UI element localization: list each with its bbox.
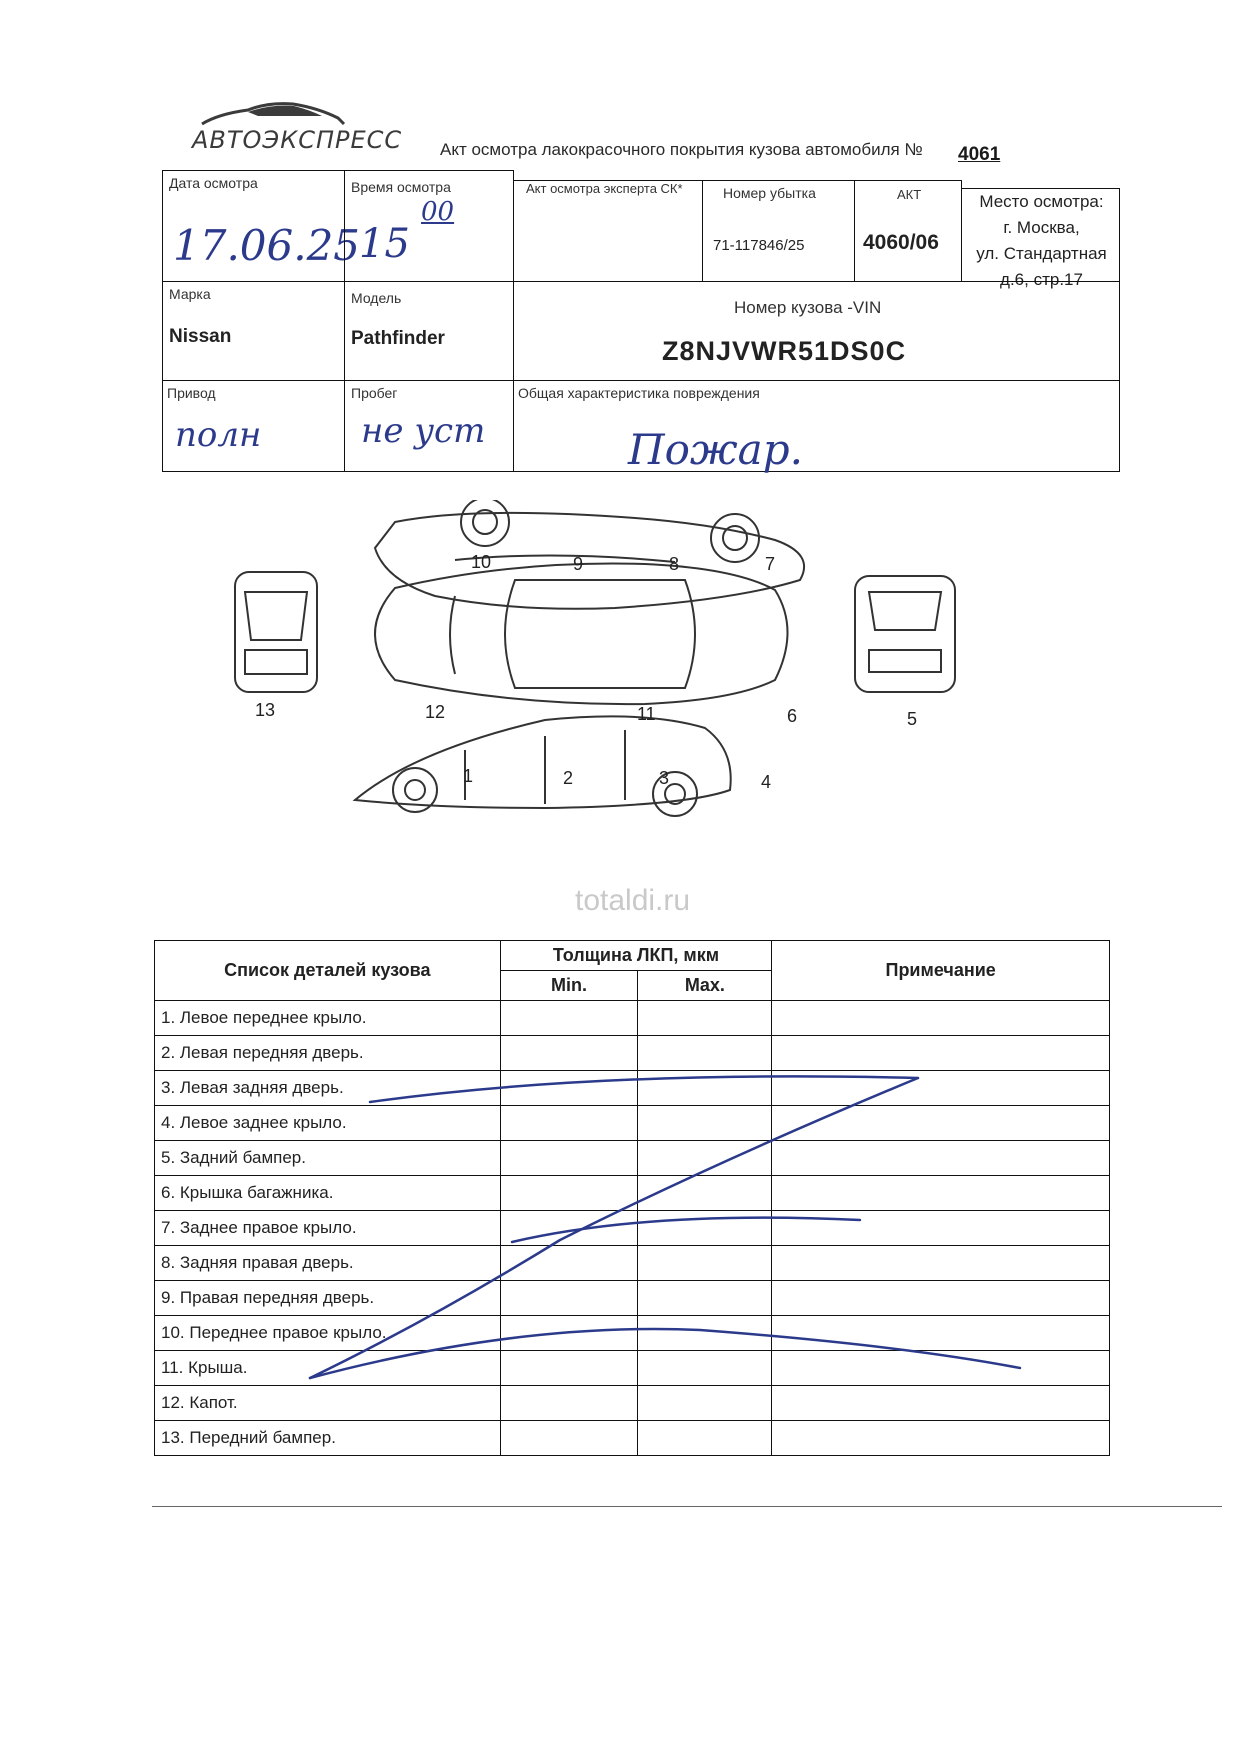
act-cell — [854, 180, 962, 282]
part-number-7: 7 — [765, 554, 776, 574]
table-row — [155, 1386, 1110, 1421]
expert-cell — [513, 180, 703, 282]
part-number-13: 13 — [255, 700, 276, 720]
min-cell[interactable] — [500, 1386, 638, 1421]
note-cell[interactable] — [772, 1141, 1110, 1176]
part-number-10: 10 — [471, 552, 492, 572]
brand-cell — [162, 281, 345, 381]
document-title: Акт осмотра лакокрасочного покрытия кузова автомобиля № — [440, 140, 923, 159]
table-row — [155, 1141, 1110, 1176]
act-value: 4060/06 — [863, 231, 939, 254]
table-row — [155, 1036, 1110, 1071]
min-cell[interactable] — [500, 1071, 638, 1106]
col-max-header: Max. — [638, 971, 772, 1001]
max-cell[interactable] — [638, 1421, 772, 1456]
part-name: 10. Переднее правое крыло. — [155, 1316, 501, 1351]
place-line: Место осмотра: — [979, 192, 1104, 211]
model-value: Pathfinder — [351, 328, 445, 349]
part-number-12: 12 — [425, 702, 446, 722]
mileage-cell — [344, 380, 514, 472]
place-line: г. Москва, — [1003, 218, 1080, 237]
min-cell[interactable] — [500, 1421, 638, 1456]
col-thickness-header: Толщина ЛКП, мкм — [500, 941, 772, 971]
max-cell[interactable] — [638, 1001, 772, 1036]
part-number-1: 1 — [463, 766, 474, 786]
part-name: 9. Правая передняя дверь. — [155, 1281, 501, 1316]
top-view — [375, 564, 788, 705]
note-cell[interactable] — [772, 1106, 1110, 1141]
place-line: д.6, стр.17 — [1000, 270, 1083, 289]
max-cell[interactable] — [638, 1386, 772, 1421]
damage-value: Пожар. — [628, 425, 803, 474]
max-cell[interactable] — [638, 1351, 772, 1386]
min-cell[interactable] — [500, 1316, 638, 1351]
part-number-4: 4 — [761, 772, 772, 792]
loss-label: Номер убытка — [723, 185, 816, 201]
part-number-9: 9 — [573, 554, 584, 574]
note-cell[interactable] — [772, 1246, 1110, 1281]
place-line: ул. Стандартная — [976, 244, 1107, 263]
logo-text: АВТОЭКСПРЕСС — [192, 126, 403, 154]
max-cell[interactable] — [638, 1316, 772, 1351]
note-cell[interactable] — [772, 1386, 1110, 1421]
table-row — [155, 1001, 1110, 1036]
part-number-3: 3 — [659, 768, 670, 788]
note-cell[interactable] — [772, 1071, 1110, 1106]
part-name: 3. Левая задняя дверь. — [155, 1071, 501, 1106]
part-number-5: 5 — [907, 709, 918, 729]
document-number: 4061 — [958, 144, 1001, 165]
min-cell[interactable] — [500, 1036, 638, 1071]
date-label: Дата осмотра — [169, 175, 258, 191]
expert-label: Акт осмотра эксперта СК* — [526, 181, 683, 196]
part-name: 7. Заднее правое крыло. — [155, 1211, 501, 1246]
date-value: 17.06.25 — [173, 221, 361, 270]
car-outline-diagram — [215, 500, 1005, 920]
min-cell[interactable] — [500, 1351, 638, 1386]
note-cell[interactable] — [772, 1211, 1110, 1246]
place-cell — [961, 188, 1120, 289]
table-row — [155, 1071, 1110, 1106]
brand-label: Марка — [169, 286, 211, 302]
drive-cell — [162, 380, 345, 472]
part-name: 11. Крыша. — [155, 1351, 501, 1386]
note-cell[interactable] — [772, 1421, 1110, 1456]
max-cell[interactable] — [638, 1071, 772, 1106]
drive-value: полн — [175, 415, 262, 455]
note-cell[interactable] — [772, 1281, 1110, 1316]
min-cell[interactable] — [500, 1106, 638, 1141]
part-name: 4. Левое заднее крыло. — [155, 1106, 501, 1141]
note-cell[interactable] — [772, 1036, 1110, 1071]
min-cell[interactable] — [500, 1211, 638, 1246]
drive-label: Привод — [167, 385, 216, 401]
part-name: 8. Задняя правая дверь. — [155, 1246, 501, 1281]
place-text — [962, 189, 1121, 293]
max-cell[interactable] — [638, 1211, 772, 1246]
time-hours: 15 — [359, 221, 410, 267]
body-parts-table — [154, 940, 1110, 1456]
part-number-6: 6 — [787, 706, 798, 726]
mileage-label: Пробег — [351, 385, 398, 401]
max-cell[interactable] — [638, 1281, 772, 1316]
max-cell[interactable] — [638, 1176, 772, 1211]
note-cell[interactable] — [772, 1351, 1110, 1386]
table-row — [155, 1421, 1110, 1456]
col-note-header: Примечание — [772, 941, 1110, 1001]
act-label: АКТ — [897, 187, 922, 202]
note-cell[interactable] — [772, 1001, 1110, 1036]
vin-value: Z8NJVWR51DS0C — [662, 336, 907, 366]
page-divider — [152, 1506, 1222, 1507]
vin-cell — [513, 281, 1120, 381]
table-row — [155, 1106, 1110, 1141]
min-cell[interactable] — [500, 1001, 638, 1036]
table-row — [155, 1316, 1110, 1351]
part-number-11: 11 — [637, 704, 656, 724]
note-cell[interactable] — [772, 1176, 1110, 1211]
part-name: 2. Левая передняя дверь. — [155, 1036, 501, 1071]
date-cell — [162, 170, 361, 282]
mileage-value: не уст — [361, 411, 486, 451]
part-name: 13. Передний бампер. — [155, 1421, 501, 1456]
time-cell — [344, 170, 514, 282]
part-name: 5. Задний бампер. — [155, 1141, 501, 1176]
min-cell[interactable] — [500, 1141, 638, 1176]
max-cell[interactable] — [638, 1036, 772, 1071]
max-cell[interactable] — [638, 1246, 772, 1281]
min-cell[interactable] — [500, 1281, 638, 1316]
note-cell[interactable] — [772, 1316, 1110, 1351]
table-row — [155, 1176, 1110, 1211]
part-number-2: 2 — [563, 768, 574, 788]
car-body-diagram — [215, 500, 1005, 920]
part-name: 6. Крышка багажника. — [155, 1176, 501, 1211]
model-cell — [344, 281, 514, 381]
min-cell[interactable] — [500, 1176, 638, 1211]
table-row — [155, 1281, 1110, 1316]
brand-value: Nissan — [169, 326, 232, 347]
watermark: totaldi.ru — [575, 884, 691, 917]
loss-value: 71-117846/25 — [713, 237, 805, 254]
col-parts-header: Список деталей кузова — [155, 941, 501, 1001]
min-cell[interactable] — [500, 1246, 638, 1281]
part-name: 1. Левое переднее крыло. — [155, 1001, 501, 1036]
model-label: Модель — [351, 290, 402, 306]
time-minutes: 00 — [421, 197, 455, 227]
vin-label: Номер кузова -VIN — [734, 298, 882, 317]
part-name: 12. Капот. — [155, 1386, 501, 1421]
table-row — [155, 1246, 1110, 1281]
left-side-view — [355, 716, 731, 808]
loss-cell — [702, 180, 855, 282]
table-row — [155, 1211, 1110, 1246]
max-cell[interactable] — [638, 1141, 772, 1176]
inspection-info-grid — [162, 170, 1120, 482]
max-cell[interactable] — [638, 1106, 772, 1141]
part-number-8: 8 — [669, 554, 680, 574]
company-logo — [192, 100, 403, 160]
damage-label: Общая характеристика повреждения — [518, 385, 760, 401]
table-row — [155, 1351, 1110, 1386]
damage-cell — [513, 380, 1120, 472]
car-logo-icon — [198, 100, 348, 126]
col-min-header: Min. — [500, 971, 638, 1001]
time-label: Время осмотра — [351, 179, 451, 195]
